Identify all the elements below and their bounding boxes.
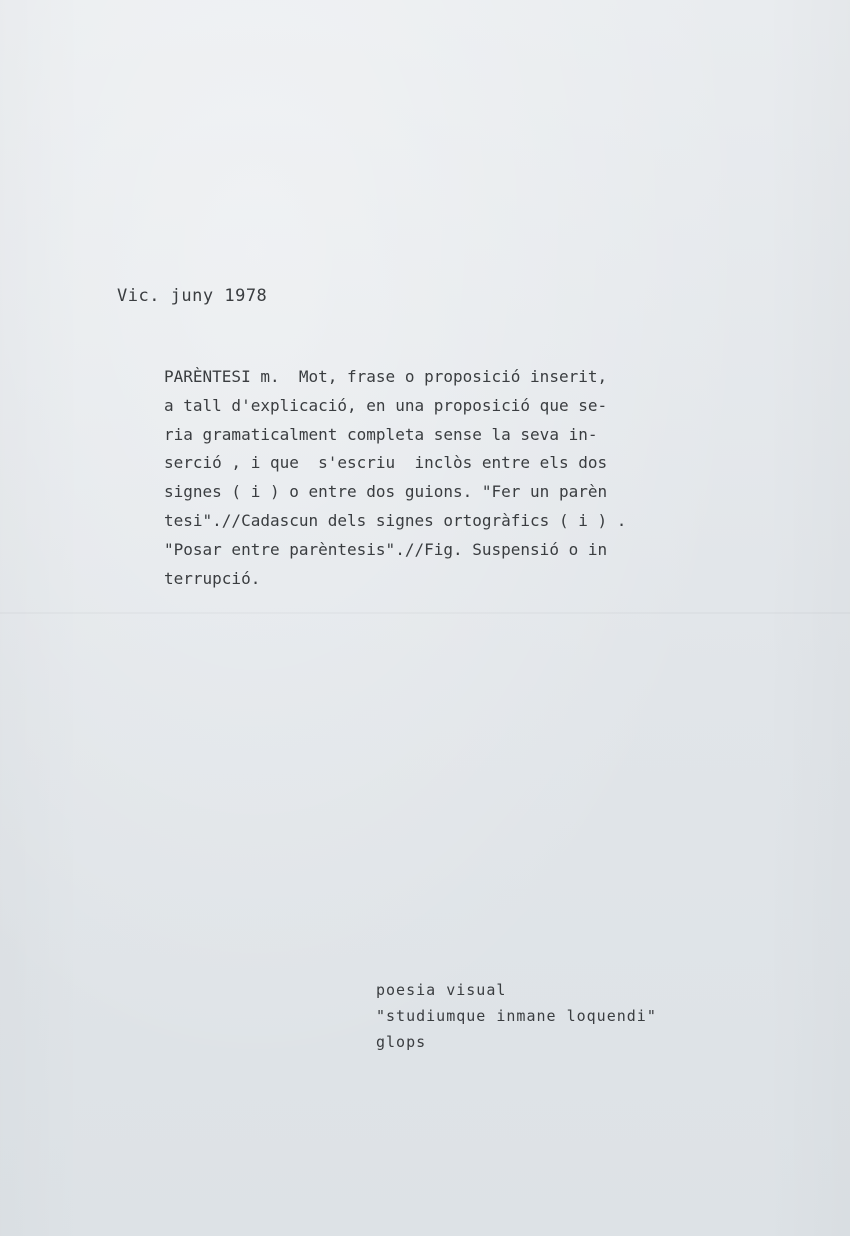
definition-line: signes ( i ) o entre dos guions. "Fer un parèn — [164, 482, 608, 502]
definition-line: serció , i que s'escriu inclòs entre els dos — [164, 453, 608, 473]
work-title: poesia visual — [376, 981, 507, 999]
definition-line: terrupció. — [164, 568, 261, 588]
dateline: Vic. juny 1978 — [117, 286, 268, 306]
definition-line: PARÈNTESI m. Mot, frase o proposició inserit, — [164, 367, 608, 386]
definition-line: ria gramaticalment completa sense la seva in- — [164, 424, 598, 444]
definition-line: a tall d'explicació, en una proposició que se- — [164, 395, 608, 415]
work-title: "studiumque inmane loquendi" — [376, 1007, 657, 1025]
dictionary-definition — [164, 363, 724, 593]
definition-line: tesi".//Cadascun dels signes ortogràfics ( i ) . — [164, 510, 627, 530]
definition-line: "Posar entre parèntesis".//Fig. Suspensió o in — [164, 539, 608, 559]
work-title: glops — [376, 1033, 427, 1051]
